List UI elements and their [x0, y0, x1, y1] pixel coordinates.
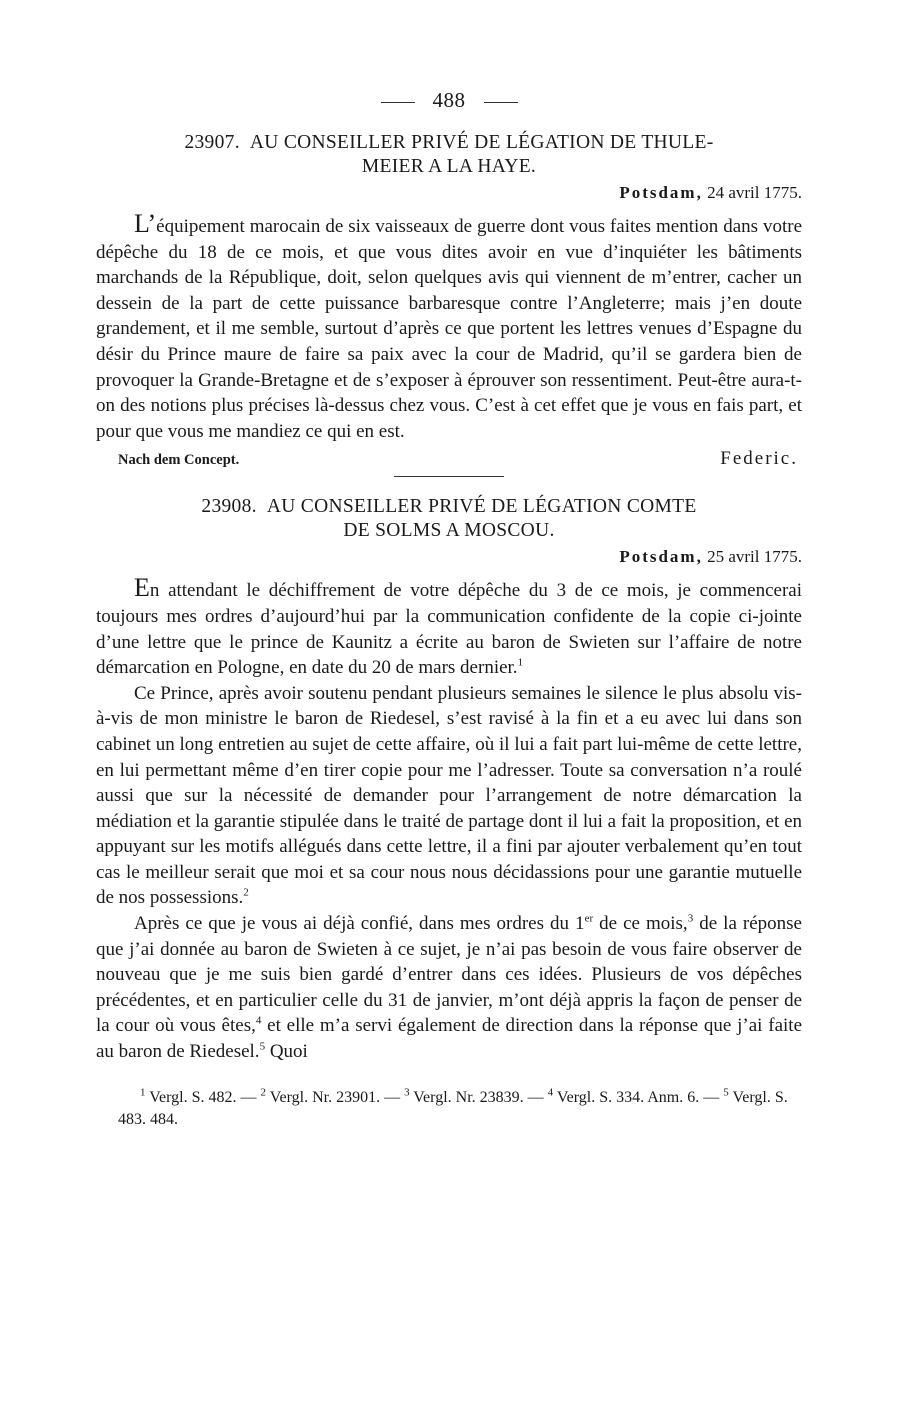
footnote-marker: 1 — [140, 1086, 146, 1099]
page — [96, 88, 802, 1131]
paragraph-text: et elle m’a servi également de direction dans la réponse que j’ai faite au baron de Riedesel. — [96, 1015, 802, 1063]
dateline — [96, 181, 802, 205]
footnote-text: Vergl. Nr. 23839. — — [409, 1088, 548, 1106]
paragraph-text: Après ce que je vous ai déjà confié, dans mes ordres du 1 — [134, 913, 585, 935]
letter-paragraph — [96, 575, 802, 680]
dateline-place: Potsdam, — [619, 183, 703, 202]
footnote-ref: 5 — [259, 1040, 266, 1053]
paragraph-text: de la réponse que j’ai donnée au baron de Swieten à ce sujet, je n’ai pas besoin de vous faire observer de nouveau que je me suis bien gardé d’entrer dans ces idées. Plusieurs de vos dépêches précédentes, et en particulier celle du 31 de janvier, m’ont déjà appris la façon de penser de la cour où vous êtes, — [96, 913, 802, 1037]
paragraph-text: Quoi — [265, 1041, 308, 1063]
footnote-text: Vergl. S. 483. 484. — [118, 1088, 788, 1128]
footnote-marker: 2 — [260, 1086, 266, 1099]
heading-line-2: MEIER A LA HAYE. — [361, 156, 537, 177]
letter-number: 23907. — [184, 132, 240, 153]
heading-line-1: AU CONSEILLER PRIVÉ DE LÉGATION DE THULE- — [249, 132, 714, 153]
section-divider — [394, 476, 504, 477]
footnotes — [96, 1087, 802, 1131]
footnote-ref: 4 — [255, 1015, 262, 1028]
footnote-marker: 5 — [723, 1086, 729, 1099]
dash-right — [484, 102, 518, 103]
dateline-date: 24 avril 1775. — [707, 183, 802, 202]
source-note: Nach dem Concept. — [118, 452, 240, 469]
ordinal-suffix: er — [584, 912, 594, 925]
paragraph-text: En attendant le déchiffrement de votre dépêche du 3 de ce mois, je commencerai toujours mes ordres d’aujourd’hui par la communication confidente de la copie ci-jointe d’une lettre que le prince de Kaunitz a écrite au baron de Swieten sur l’affaire de notre démarcation en Pologne, en date du 20 de mars dernier. — [96, 573, 802, 679]
heading-line-2: DE SOLMS A MOSCOU. — [343, 520, 555, 542]
page-number-line — [96, 88, 802, 113]
footnote-text: Vergl. S. 334. Anm. 6. — — [553, 1088, 724, 1106]
footnote-ref: 3 — [687, 912, 694, 925]
dash-left — [381, 102, 415, 103]
letter-heading — [96, 131, 802, 179]
dateline — [96, 545, 802, 569]
footnote-text: Vergl. S. 482. — — [145, 1088, 261, 1106]
letter-paragraph — [96, 911, 802, 1065]
closing-row — [96, 448, 802, 470]
letter-heading — [96, 495, 802, 543]
letter-paragraph: L’équipement marocain de six vaisseaux de guerre dont vous faites mention dans votre dépêche du 18 de ce mois, et que vous dites avoir en vue d’inquiéter les bâtiments marchands de la République, doit, selon quelques avis qui viennent de m’entrer, cacher un dessein de la part de cette puissance barbaresque contre l’Angleterre; mais j’en doute grandement, et il me semble, surtout d’après ce que portent les lettres venues d’Espagne du désir du Prince maure de faire sa paix avec la cour de Madrid, qu’il se gardera bien de provoquer la Grande-Bretagne et de s’exposer à éprouver son ressentiment. Peut-être aura-t-on des notions plus précises là-dessus chez vous. C’est à cet effet que je vous en fais part, et pour que vous me mandiez ce qui en est. — [96, 209, 802, 442]
footnote-marker: 3 — [404, 1086, 410, 1099]
page-number: 488 — [432, 88, 466, 112]
paragraph-text: Ce Prince, après avoir soutenu pendant plusieurs semaines le silence le plus absolu vis-à-vis de mon ministre le baron de Riedesel, s’est ravisé à la fin et a eu avec lui dans son cabinet un long entretien au sujet de cette affaire, où il lui a fait part lui-même de cette lettre, en lui permettant même d’en tirer copie pour me l’adresser. Toute sa conversation n’a roulé aussi que sur la nécessité de demander pour l’arrangement de notre démarcation la médiation et la garantie stipulée dans le traité de partage dont il lui a fait la proposition, et en appuyant sur les motifs allégués dans cette lettre, il a fini par ajouter verbalement qu’en tout cas le meilleur serait que moi et sa cour nous nous décidassions pour une garantie mutuelle de nos possessions. — [96, 682, 802, 909]
dateline-place: Potsdam, — [619, 547, 703, 567]
footnote-text: Vergl. Nr. 23901. — — [265, 1088, 405, 1106]
signature: Federic. — [720, 448, 798, 470]
letter-paragraph — [96, 681, 802, 911]
paragraph-text: de ce mois, — [593, 913, 688, 935]
footnote-ref: 1 — [517, 656, 524, 669]
footnote-ref: 2 — [243, 887, 249, 900]
footnote-marker: 4 — [547, 1086, 554, 1099]
heading-line-1: AU CONSEILLER PRIVÉ DE LÉGATION COMTE — [266, 496, 697, 518]
letter-number: 23908. — [201, 496, 257, 518]
dateline-date: 25 avril 1775. — [707, 547, 802, 567]
